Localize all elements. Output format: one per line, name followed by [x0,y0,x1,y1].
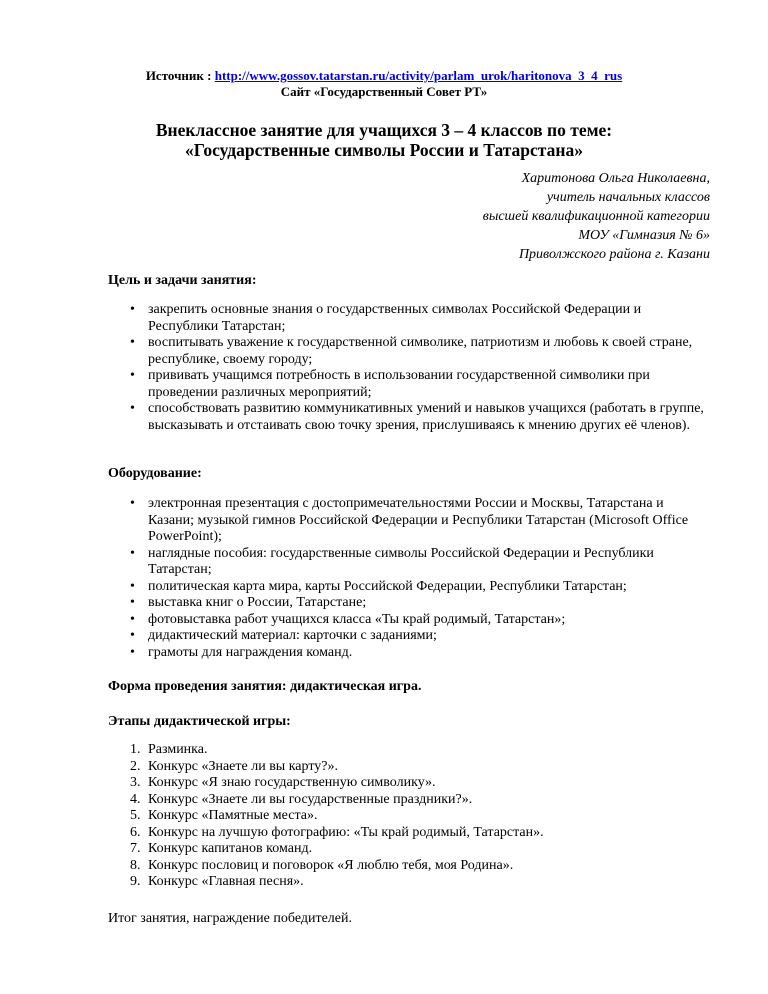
list-item: • закрепить основные знания о государственных символах Российской Федерации и Республики Татарстан; [108,302,708,335]
item-text: Конкурс «Я знаю государственную символику». [148,775,436,790]
item-number: 9. [130,874,141,889]
author-line: высшей квалификационной категории [482,209,710,224]
list-item: • наглядные пособия: государственные символы Российской Федерации и Республики Татарстан; [108,546,708,579]
author-line: МОУ «Гимназия № 6» [578,228,710,243]
item-text: Конкурс «Знаете ли вы государственные праздники?». [148,791,473,807]
equipment-heading: Оборудование: [108,466,202,481]
list-item [108,874,708,891]
list-item: • прививать учащимся потребность в использовании государственной символики при проведении различных мероприятий; [108,368,708,401]
equipment-list [108,496,708,661]
author-line: Приволжского района г. Казани [518,247,710,262]
item-text: Конкурс на лучшую фотографию: «Ты край родимый, Татарстан». [148,824,544,840]
form-heading: Форма проведения занятия: дидактическая игра. [108,679,422,694]
source-block [0,68,768,100]
list-item [108,858,708,875]
item-number: 1. [130,742,141,757]
list-item: • политическая карта мира, карты Российской Федерации, Республики Татарстан; [108,579,708,596]
author-block [483,169,710,264]
stages-heading: Этапы дидактической игры: [108,714,291,729]
item-number: 3. [130,775,141,790]
item-number: 8. [130,857,141,873]
item-number: 4. [130,791,141,807]
title-line-1: Внеклассное занятие для учащихся 3 – 4 классов по теме: [155,120,613,140]
goals-list [108,302,708,434]
list-item: • электронная презентация с достопримечательностями России и Москвы, Татарстана и Казани; музыкой гимнов Российской Федерации и Республики Татарстан (Microsoft Office PowerPoint); [108,496,708,546]
list-item [108,808,708,825]
list-item [108,792,708,809]
item-number: 7. [130,841,141,856]
list-item: • грамоты для награждения команд. [108,645,708,662]
list-item: • дидактический материал: карточки с заданиями; [108,628,708,645]
source-line [0,68,768,84]
list-item [108,742,708,759]
source-site: Сайт «Государственный Совет РТ» [280,84,488,99]
item-number: 6. [130,824,141,840]
final-note: Итог занятия, награждение победителей. [108,911,352,926]
stages-list [108,742,708,891]
list-item [108,841,708,858]
list-item [108,775,708,792]
list-item [108,825,708,842]
item-text: Разминка. [148,742,208,757]
item-text: Конкурс пословиц и поговорок «Я люблю тебя, моя Родина». [148,857,514,873]
list-item: • способствовать развитию коммуникативных умений и навыков учащихся (работать в группе, высказывать и отстаивать свою точку зрения, прислушиваясь к мнению других её членов). [108,401,708,434]
list-item: • фотовыставка работ учащихся класса «Ты край родимый, Татарстан»; [108,612,708,629]
item-number: 5. [130,808,141,823]
document-title [0,120,768,160]
author-line: учитель начальных классов [546,190,710,205]
item-text: Конкурс «Знаете ли вы карту?». [148,758,338,774]
list-item: • воспитывать уважение к государственной символике, патриотизм и любовь к своей стране, республике, своему городу; [108,335,708,368]
item-text: Конкурс капитанов команд. [148,841,313,856]
title-line-2: «Государственные символы России и Татарстана» [185,140,583,160]
goals-heading: Цель и задачи занятия: [108,273,257,288]
list-item: • выставка книг о России, Татарстане; [108,595,708,612]
author-line: Харитонова Ольга Николаевна, [521,171,710,186]
source-link[interactable]: http://www.gossov.tatarstan.ru/activity/parlam_urok/haritonova_3_4_rus [214,68,623,83]
item-text: Конкурс «Памятные места». [148,808,318,823]
item-text: Конкурс «Главная песня». [148,874,304,889]
item-number: 2. [130,758,141,774]
list-item [108,759,708,776]
source-label: Источник : [145,68,212,83]
